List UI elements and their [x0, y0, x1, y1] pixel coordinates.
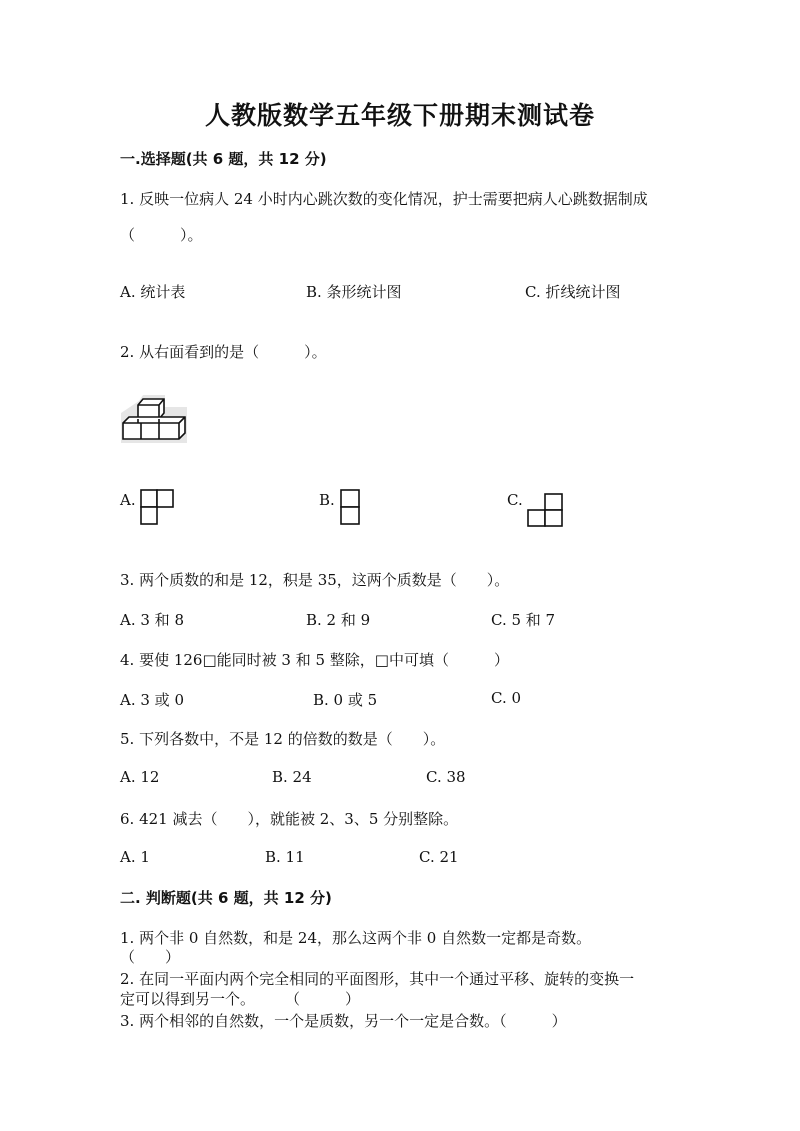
question-2-option-a: A.: [120, 491, 136, 509]
question-4-option-b: B. 0 或 5: [313, 691, 378, 709]
question-4-option-a: A. 3 或 0: [120, 691, 184, 709]
question-1-blank: （ ）。: [120, 226, 203, 244]
section-heading-choice: 一.选择题(共 6 题，共 12 分): [120, 150, 327, 168]
question-3-text: 3. 两个质数的和是 12，积是 35，这两个质数是（ ）。: [120, 571, 510, 589]
question-2-text: 2. 从右面看到的是（ ）。: [120, 343, 327, 361]
question-4-option-c: C. 0: [491, 689, 522, 707]
judgement-1-blank: （ ）: [120, 948, 181, 966]
question-1-option-a: A. 统计表: [120, 283, 186, 301]
question-6-option-c: C. 21: [419, 848, 459, 866]
question-1-option-b: B. 条形统计图: [306, 283, 402, 301]
question-1-option-c: C. 折线统计图: [525, 283, 621, 301]
question-5-option-a: A. 12: [120, 768, 160, 786]
question-4-text: 4. 要使 126□能同时被 3 和 5 整除，□中可填（ ）: [120, 651, 509, 669]
question-2-option-b: B.: [319, 491, 335, 509]
question-3-option-a: A. 3 和 8: [120, 611, 184, 629]
option-a-view-figure: [140, 489, 174, 525]
judgement-2-text-cont: 定可以得到另一个。 （ ）: [120, 990, 361, 1008]
question-6-text: 6. 421 减去（ ），就能被 2、3、5 分别整除。: [120, 810, 459, 828]
question-3-option-c: C. 5 和 7: [491, 611, 556, 629]
question-5-option-c: C. 38: [426, 768, 466, 786]
question-1-text: 1. 反映一位病人 24 小时内心跳次数的变化情况，护士需要把病人心跳数据制成: [120, 190, 648, 208]
option-c-view-figure: [526, 493, 564, 527]
question-3-option-b: B. 2 和 9: [306, 611, 371, 629]
cube-stack-figure: [121, 395, 187, 445]
option-b-view-figure: [340, 489, 360, 525]
question-6-option-a: A. 1: [120, 848, 150, 866]
question-2-option-c: C.: [507, 491, 523, 509]
question-6-option-b: B. 11: [265, 848, 305, 866]
judgement-1-text: 1. 两个非 0 自然数，和是 24，那么这两个非 0 自然数一定都是奇数。: [120, 929, 592, 947]
question-5-option-b: B. 24: [272, 768, 312, 786]
section-heading-judgement: 二. 判断题(共 6 题，共 12 分): [120, 889, 332, 907]
question-5-text: 5. 下列各数中，不是 12 的倍数的数是（ ）。: [120, 730, 446, 748]
judgement-3-text: 3. 两个相邻的自然数，一个是质数，另一个一定是合数。（ ）: [120, 1012, 567, 1030]
judgement-2-text: 2. 在同一平面内两个完全相同的平面图形，其中一个通过平移、旋转的变换一: [120, 970, 635, 988]
page-title: 人教版数学五年级下册期末测试卷: [204, 101, 595, 130]
